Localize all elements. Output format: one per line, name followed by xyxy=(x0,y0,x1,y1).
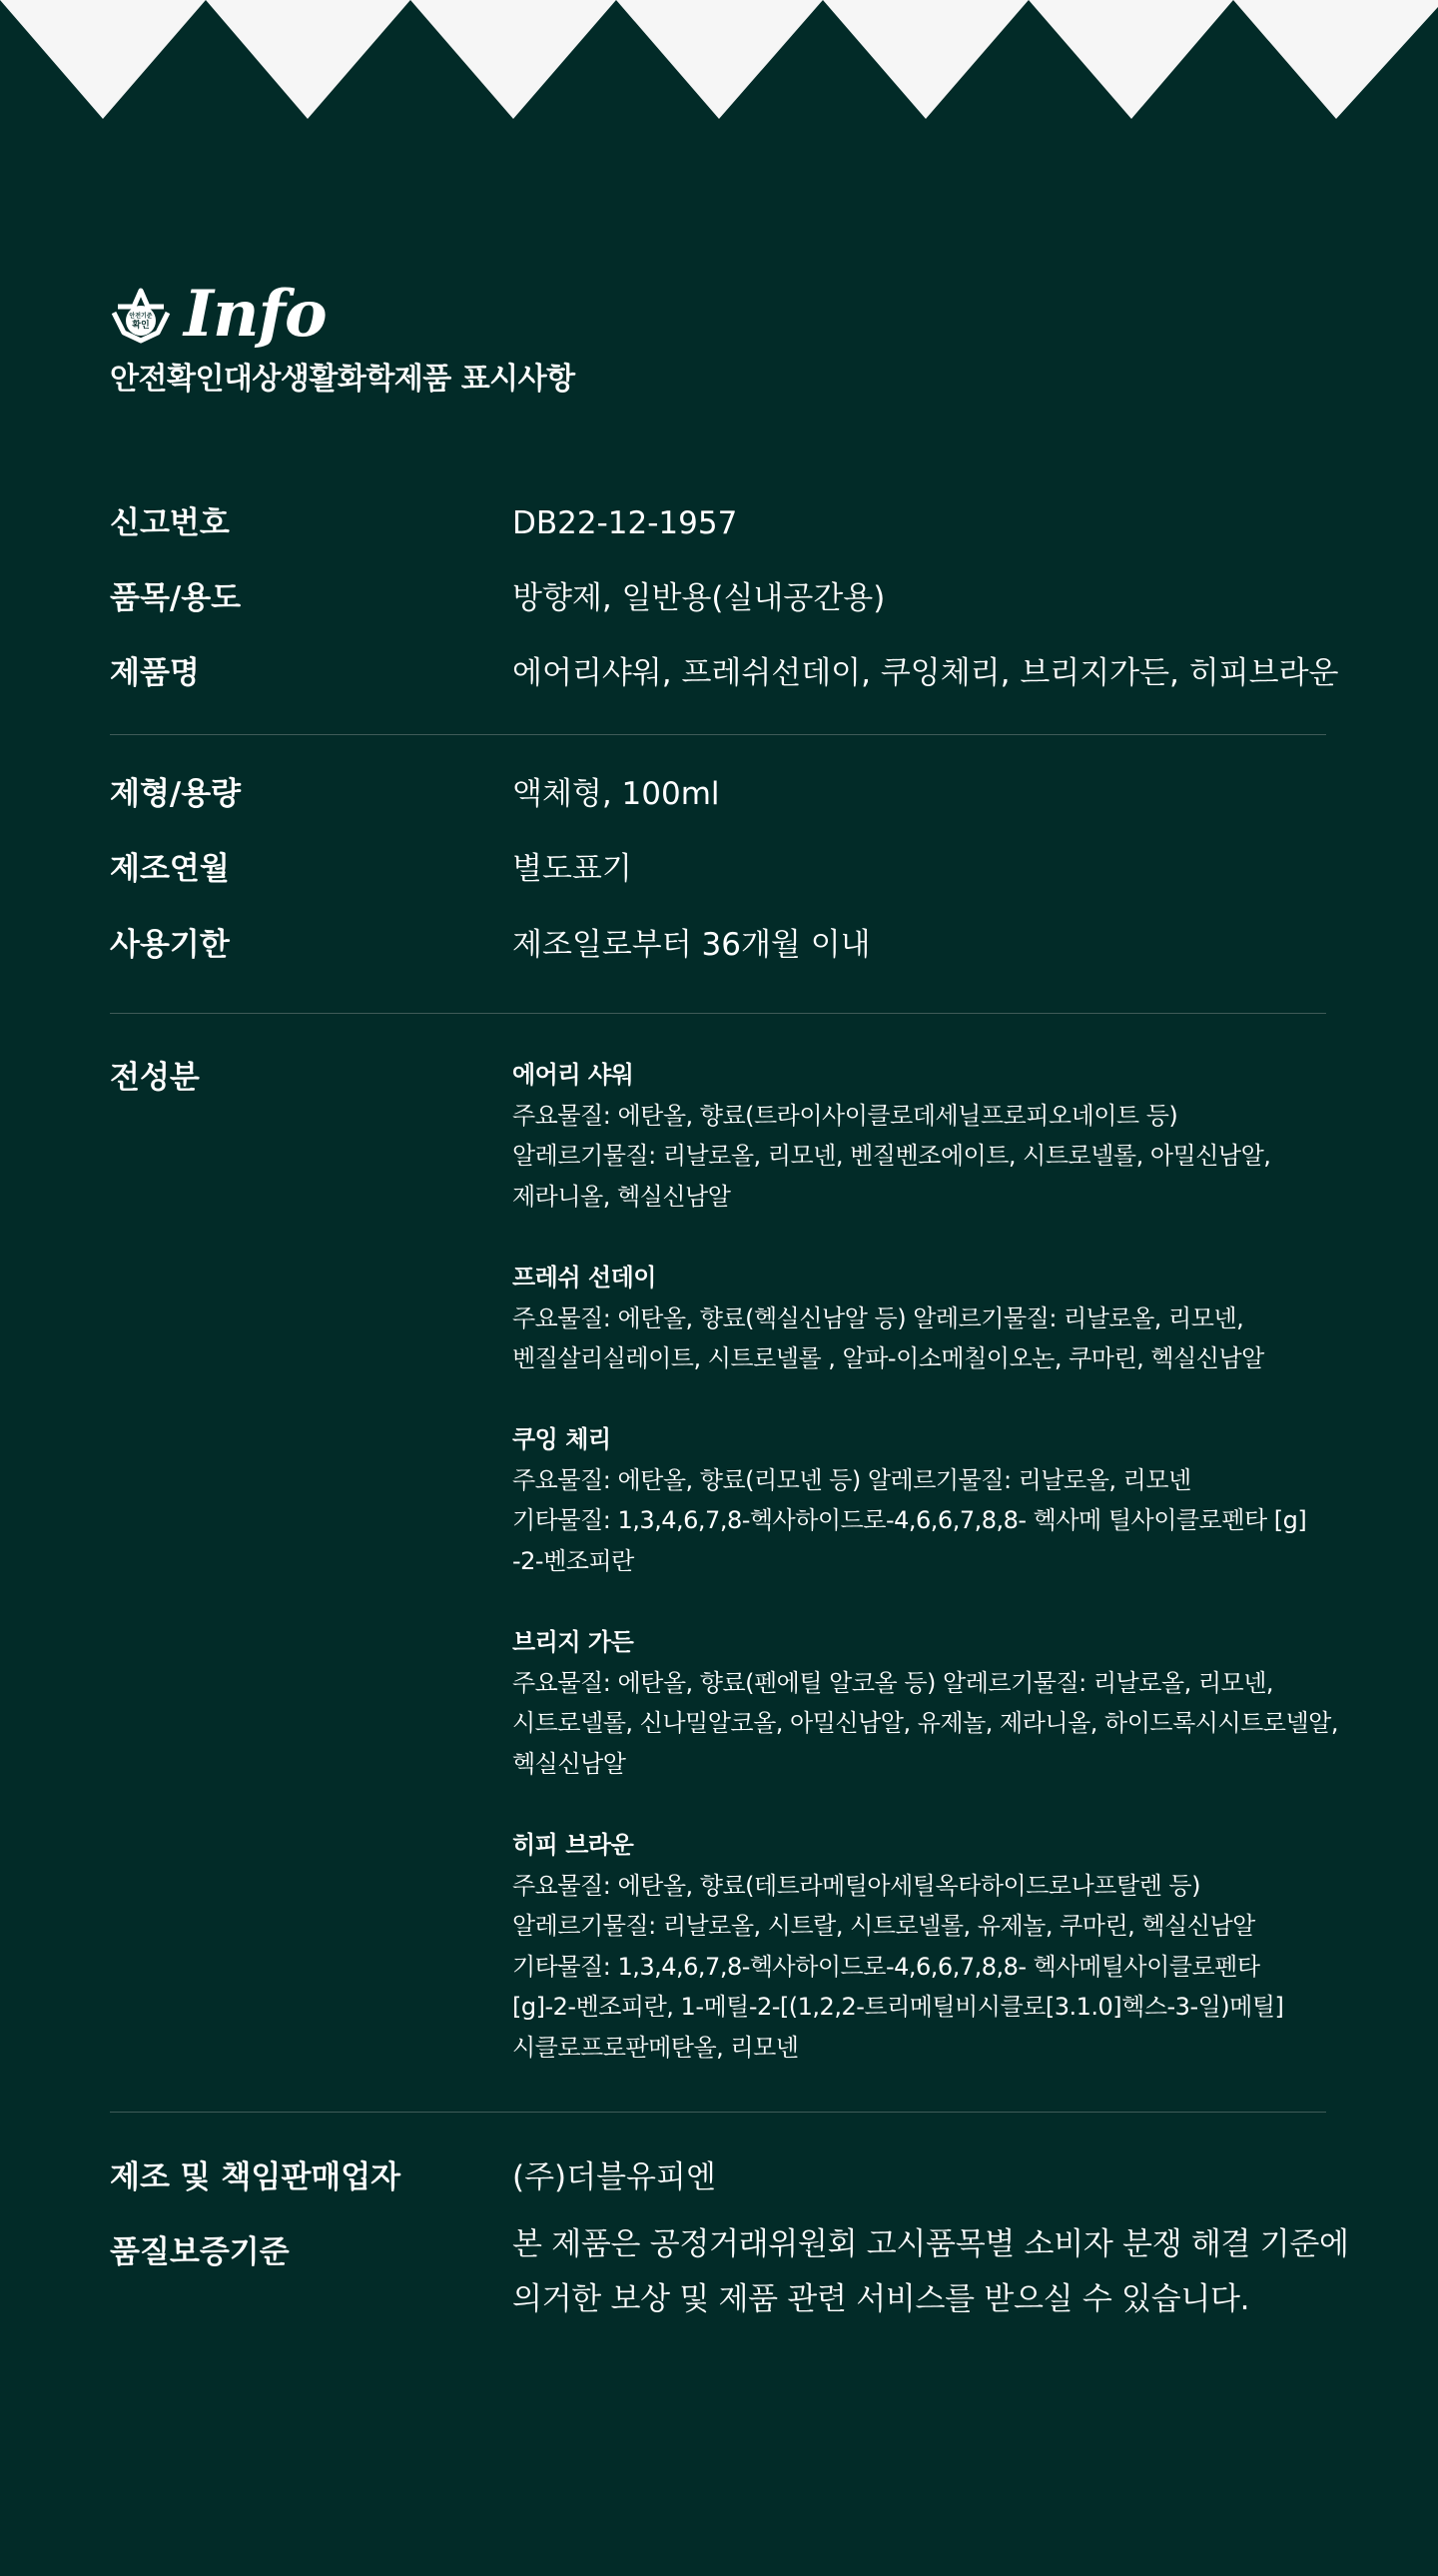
report-number-value: DB22-12-1957 xyxy=(512,505,738,541)
ingredient-line: 알레르기물질: 리날로올, 리모넨, 벤질벤조에이트, 시트로넬롤, 아밀신남알, xyxy=(512,1142,1271,1170)
ingredient-line: 시트로넬롤, 신나밀알코올, 아밀신남알, 유제놀, 제라니올, 하이드록시시트로넬알, xyxy=(512,1709,1338,1737)
item-usage-label: 품목/용도 xyxy=(110,580,242,616)
ingredient-line: [g]-2-벤조피란, 1-메틸-2-[(1,2,2-트리메틸비시클로[3.1.0]헥스-3-일)메틸] xyxy=(512,1993,1284,2021)
page-subtitle: 안전확인대상생활화학제품 표시사항 xyxy=(110,362,575,397)
badge-text-bottom: 확인 xyxy=(132,321,150,331)
quality-line: 의거한 보상 및 제품 관련 서비스를 받으실 수 있습니다. xyxy=(512,2281,1250,2317)
ingredient-line: 기타물질: 1,3,4,6,7,8-헥사하이드로-4,6,6,7,8,8- 헥사메 틸사이클로펜타 [g] xyxy=(512,1506,1307,1534)
expiry-label: 사용기한 xyxy=(110,927,230,963)
manufacturer-label: 제조 및 책임판매업자 xyxy=(110,2159,401,2195)
info-header xyxy=(110,277,327,352)
manufacture-date-value: 별도표기 xyxy=(512,851,632,887)
ingredient-line: 알레르기물질: 리날로올, 시트랄, 시트로넬롤, 유제놀, 쿠마린, 헥실신남알 xyxy=(512,1912,1255,1940)
safety-check-badge-icon xyxy=(110,285,172,345)
section-divider xyxy=(110,1013,1326,1014)
ingredients-label: 전성분 xyxy=(110,1060,200,1096)
ingredient-line: 주요물질: 에탄올, 향료(트라이사이클로데세닐프로피오네이트 등) xyxy=(512,1101,1178,1130)
ingredient-line: 주요물질: 에탄올, 향료(헥실신남알 등) 알레르기물질: 리날로올, 리모넨, xyxy=(512,1303,1244,1332)
quality-standard-label: 품질보증기준 xyxy=(110,2234,290,2270)
item-usage-value: 방향제, 일반용(실내공간용) xyxy=(512,580,886,616)
ingredient-line: 주요물질: 에탄올, 향료(테트라메틸아세틸옥타하이드로나프탈렌 등) xyxy=(512,1871,1200,1900)
form-capacity-value: 액체형, 100ml xyxy=(512,776,720,812)
ingredient-product-name: 에어리 샤워 xyxy=(512,1061,634,1089)
ingredient-line: 벤질살리실레이트, 시트로넬롤 , 알파-이소메칠이오논, 쿠마린, 헥실신남알 xyxy=(512,1344,1264,1372)
manufacturer-value: (주)더블유피엔 xyxy=(512,2159,716,2195)
ingredient-line: -2-벤조피란 xyxy=(512,1546,634,1575)
ingredient-product-name: 히피 브라운 xyxy=(512,1831,634,1859)
ingredient-product-name: 프레쉬 선데이 xyxy=(512,1264,656,1291)
form-capacity-label: 제형/용량 xyxy=(110,776,242,812)
info-title: Info xyxy=(184,277,327,352)
ingredient-line: 주요물질: 에탄올, 향료(펜에틸 알코올 등) 알레르기물질: 리날로올, 리모넨, xyxy=(512,1668,1274,1697)
badge-text-top: 안전기준 xyxy=(129,313,153,320)
ingredient-block-fresh-sunday xyxy=(512,1258,1341,1379)
product-name-label: 제품명 xyxy=(110,655,200,691)
ingredient-line: 제라니올, 헥실신남알 xyxy=(512,1182,731,1211)
quality-line: 본 제품은 공정거래위원회 고시품목별 소비자 분쟁 해결 기준에 xyxy=(512,2226,1349,2262)
ingredient-block-airy-shower xyxy=(512,1055,1341,1217)
ingredient-product-name: 쿠잉 체리 xyxy=(512,1425,611,1453)
ingredient-block-hippie-brown xyxy=(512,1825,1341,2068)
ingredient-line: 헥실신남알 xyxy=(512,1749,626,1778)
ingredient-block-cooing-cherry xyxy=(512,1419,1341,1581)
expiry-value: 제조일로부터 36개월 이내 xyxy=(512,927,871,963)
ingredient-block-breezy-garden xyxy=(512,1622,1341,1784)
ingredient-product-name: 브리지 가든 xyxy=(512,1628,634,1656)
report-number-label: 신고번호 xyxy=(110,505,230,541)
ingredient-line: 기타물질: 1,3,4,6,7,8-헥사하이드로-4,6,6,7,8,8- 헥사메틸사이클로펜타 xyxy=(512,1952,1260,1981)
ingredient-line: 주요물질: 에탄올, 향료(리모넨 등) 알레르기물질: 리날로올, 리모넨 xyxy=(512,1465,1191,1494)
quality-standard-value xyxy=(512,2217,1349,2327)
ingredient-line: 시클로프로판메탄올, 리모넨 xyxy=(512,2033,799,2062)
product-name-value: 에어리샤워, 프레쉬선데이, 쿠잉체리, 브리지가든, 히피브라운 xyxy=(512,655,1339,691)
section-divider xyxy=(110,734,1326,735)
manufacture-date-label: 제조연월 xyxy=(110,851,230,887)
section-divider xyxy=(110,2112,1326,2113)
